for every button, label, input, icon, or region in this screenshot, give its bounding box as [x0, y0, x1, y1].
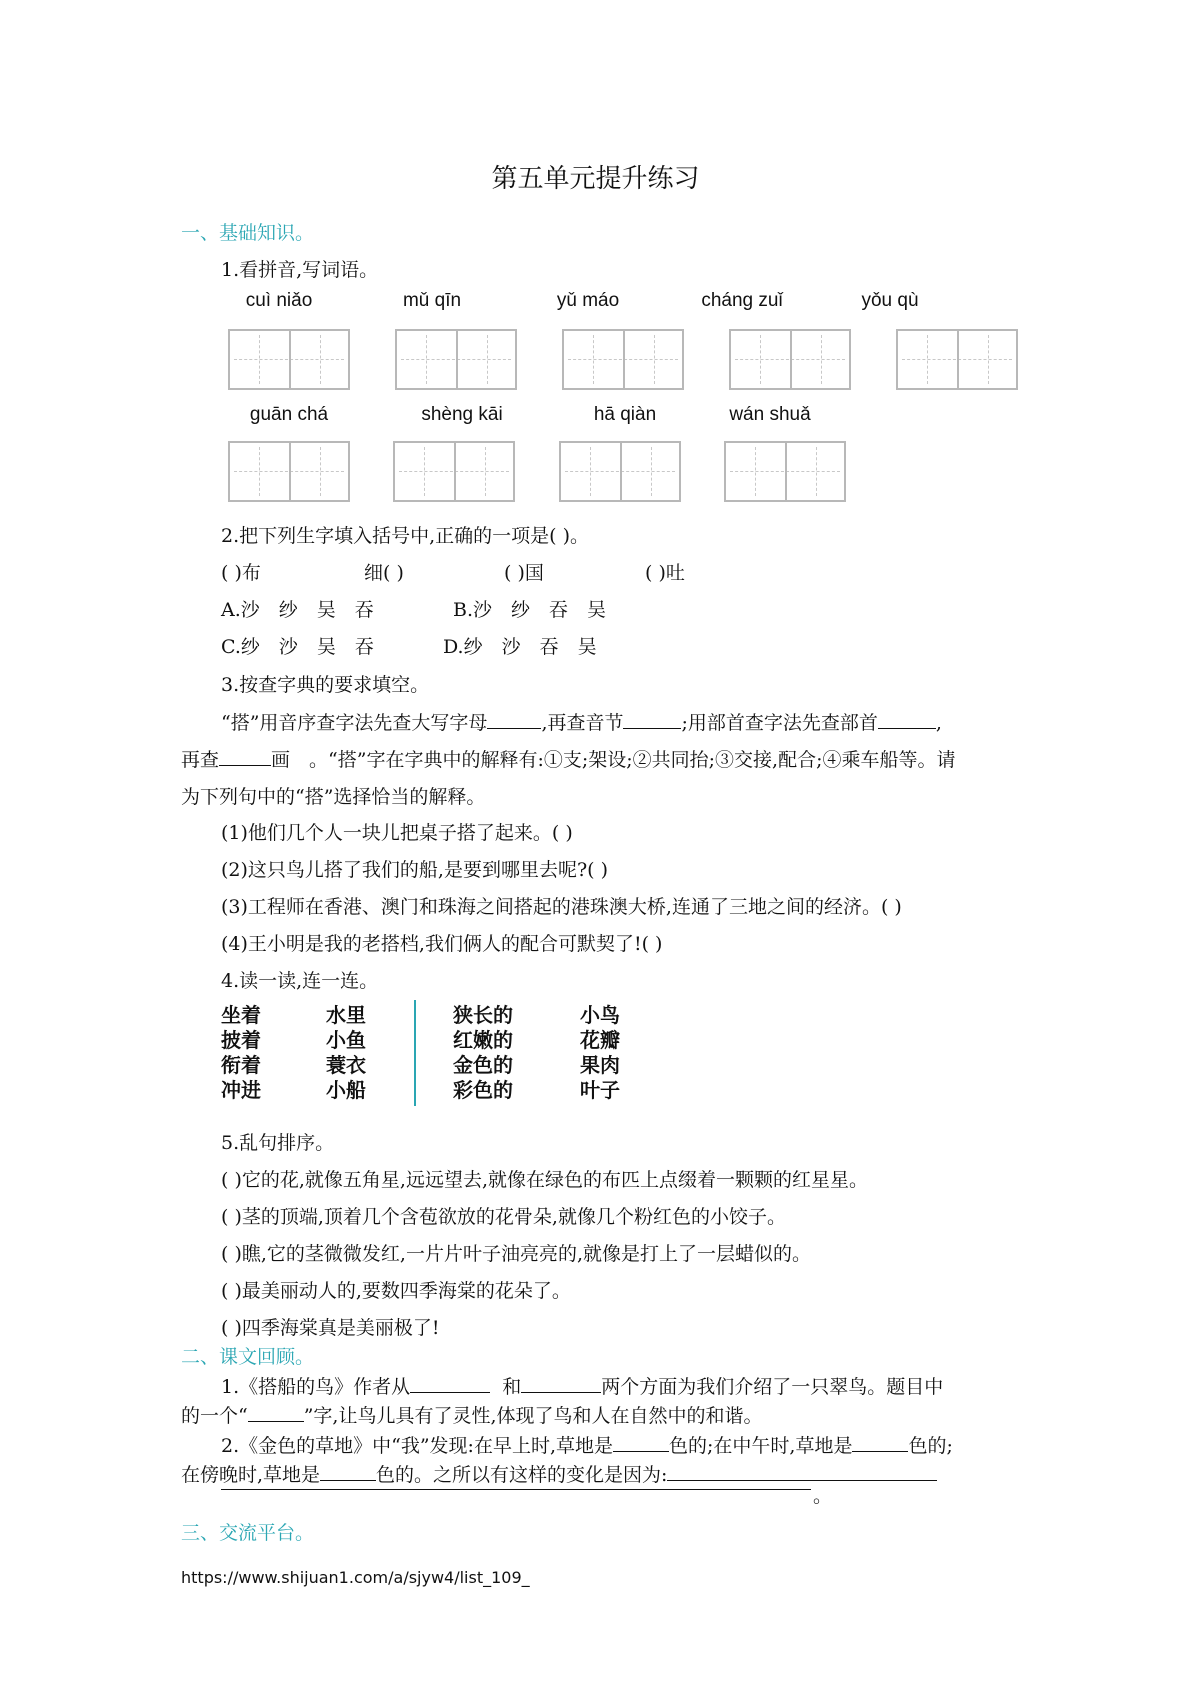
section-heading-exchange: 三、交流平台。	[181, 1522, 315, 1544]
review-line	[221, 1372, 943, 1399]
match-word[interactable]: 狭长的	[453, 1003, 513, 1027]
match-word[interactable]: 冲进	[221, 1078, 261, 1102]
answer-blank[interactable]	[878, 710, 936, 729]
match-column-nouns	[580, 1003, 620, 1103]
order-item: ( )茎的顶端,顶着几个含苞欲放的花骨朵,就像几个粉红色的小饺子。	[221, 1206, 786, 1228]
writing-grid[interactable]	[896, 329, 1018, 390]
option-c[interactable]: C.纱 沙 吴 吞	[221, 636, 374, 658]
answer-line[interactable]	[221, 1489, 811, 1490]
answer-blank[interactable]	[487, 710, 541, 729]
match-word[interactable]: 披着	[221, 1028, 261, 1052]
text-segment: 在傍晚时,草地是	[181, 1464, 321, 1486]
section-heading-review: 二、课文回顾。	[181, 1346, 315, 1368]
option-a[interactable]: A.沙 纱 吴 吞	[221, 599, 374, 621]
section-heading-basics: 一、基础知识。	[181, 222, 315, 244]
writing-grid[interactable]	[393, 441, 515, 502]
match-word[interactable]: 花瓣	[580, 1028, 620, 1052]
answer-blank[interactable]	[219, 747, 271, 766]
sentence-item: (2)这只鸟儿搭了我们的船,是要到哪里去呢?( )	[221, 859, 609, 881]
dictionary-paragraph-line: 为下列句中的“搭”选择恰当的解释。	[181, 786, 486, 808]
pinyin-label: wán shuǎ	[729, 404, 811, 425]
sentence-item: (4)王小明是我的老搭档,我们俩人的配合可默契了!( )	[221, 933, 663, 955]
order-item: ( )瞧,它的茎微微发红,一片片叶子油亮亮的,就像是打上了一层蜡似的。	[221, 1243, 811, 1265]
answer-blank[interactable]	[613, 1433, 669, 1452]
match-column-objects	[326, 1003, 366, 1103]
match-word[interactable]: 蓑衣	[326, 1053, 366, 1077]
question-5-label: 5.乱句排序。	[221, 1132, 335, 1154]
pinyin-label: guān chá	[249, 404, 329, 425]
question-2-label: 2.把下列生字填入括号中,正确的一项是( )。	[221, 525, 590, 547]
review-line	[221, 1431, 953, 1458]
match-word[interactable]: 衔着	[221, 1053, 261, 1077]
text-segment: 两个方面为我们介绍了一只翠鸟。题目中	[601, 1376, 944, 1398]
option-b[interactable]: B.沙 纱 吞 吴	[453, 599, 607, 621]
review-line	[181, 1401, 763, 1428]
answer-blank[interactable]	[623, 710, 681, 729]
match-word[interactable]: 叶子	[580, 1078, 620, 1102]
pinyin-label: hā qiàn	[593, 404, 657, 425]
text-segment: 2.《金色的草地》中“我”发现:在早上时,草地是	[221, 1435, 613, 1457]
dictionary-paragraph-line	[181, 745, 956, 772]
text-segment: 和	[502, 1376, 522, 1398]
text-segment: 1.《搭船的鸟》作者从	[221, 1376, 411, 1398]
text-segment: ;用部首查字法先查部首	[681, 712, 878, 734]
text-segment: ”字,让鸟儿具有了灵性,体现了鸟和人在自然中的和谐。	[303, 1405, 763, 1427]
fill-item: 细( )	[364, 562, 404, 584]
pinyin-label: yǔ máo	[556, 290, 620, 311]
order-item: ( )四季海棠真是美丽极了!	[221, 1317, 440, 1339]
pinyin-label: mǔ qīn	[402, 290, 462, 311]
match-word[interactable]: 彩色的	[453, 1078, 513, 1102]
text-segment: 色的;	[908, 1435, 953, 1457]
pinyin-label: shèng kāi	[421, 404, 503, 425]
text-segment: “搭”用音序查字法先查大写字母	[221, 712, 488, 734]
text-segment: 色的;在中午时,草地是	[669, 1435, 853, 1457]
match-word[interactable]: 红嫩的	[453, 1028, 513, 1052]
period-mark: 。	[813, 1485, 833, 1507]
sentence-item: (1)他们几个人一块儿把桌子搭了起来。( )	[221, 822, 573, 844]
answer-line[interactable]	[667, 1462, 937, 1481]
option-d[interactable]: D.纱 沙 吞 吴	[443, 636, 597, 658]
match-word[interactable]: 坐着	[221, 1003, 261, 1027]
writing-grid[interactable]	[724, 441, 846, 502]
writing-grid[interactable]	[395, 329, 517, 390]
text-segment: ,再查音节	[541, 712, 624, 734]
match-column-adjectives	[453, 1003, 513, 1103]
footer-url[interactable]: https://www.shijuan1.com/a/sjyw4/list_109_	[181, 1568, 530, 1587]
match-word[interactable]: 果肉	[580, 1053, 620, 1077]
text-segment: 再查	[181, 749, 220, 771]
question-4-label: 4.读一读,连一连。	[221, 970, 379, 992]
match-word[interactable]: 水里	[326, 1003, 366, 1027]
fill-item: ( )国	[504, 562, 544, 584]
sentence-item: (3)工程师在香港、澳门和珠海之间搭起的港珠澳大桥,连通了三地之间的经济。( )	[221, 896, 902, 918]
fill-item: ( )布	[221, 562, 261, 584]
match-word[interactable]: 小船	[326, 1078, 366, 1102]
question-1-label: 1.看拼音,写词语。	[221, 259, 379, 281]
match-word[interactable]: 金色的	[453, 1053, 513, 1077]
text-segment: 色的。之所以有这样的变化是因为:	[376, 1464, 668, 1486]
writing-grid[interactable]	[228, 329, 350, 390]
writing-grid[interactable]	[562, 329, 684, 390]
writing-grid[interactable]	[228, 441, 350, 502]
text-segment: 画 。“搭”字在字典中的解释有:①支;架设;②共同抬;③交接,配合;④乘车船等。请	[271, 749, 956, 771]
writing-grid[interactable]	[559, 441, 681, 502]
pinyin-label: cuì niǎo	[245, 290, 313, 311]
pinyin-label: cháng zuǐ	[701, 290, 783, 311]
match-column-verbs	[221, 1003, 261, 1103]
dictionary-paragraph-line	[221, 708, 942, 735]
pinyin-label: yǒu qù	[861, 290, 919, 311]
order-item: ( )它的花,就像五角星,远远望去,就像在绿色的布匹上点缀着一颗颗的红星星。	[221, 1169, 868, 1191]
answer-blank[interactable]	[320, 1462, 376, 1481]
fill-item: ( )吐	[645, 562, 685, 584]
text-segment: 的一个“	[181, 1405, 248, 1427]
text-segment: ,	[935, 712, 942, 734]
question-3-label: 3.按查字典的要求填空。	[221, 674, 430, 696]
match-word[interactable]: 小鸟	[580, 1003, 620, 1027]
answer-blank[interactable]	[410, 1374, 490, 1393]
match-word[interactable]: 小鱼	[326, 1028, 366, 1052]
answer-blank[interactable]	[521, 1374, 601, 1393]
writing-grid[interactable]	[729, 329, 851, 390]
answer-blank[interactable]	[248, 1403, 304, 1422]
answer-blank[interactable]	[852, 1433, 908, 1452]
order-item: ( )最美丽动人的,要数四季海棠的花朵了。	[221, 1280, 571, 1302]
column-divider	[414, 1000, 416, 1106]
page-title: 第五单元提升练习	[491, 164, 700, 194]
